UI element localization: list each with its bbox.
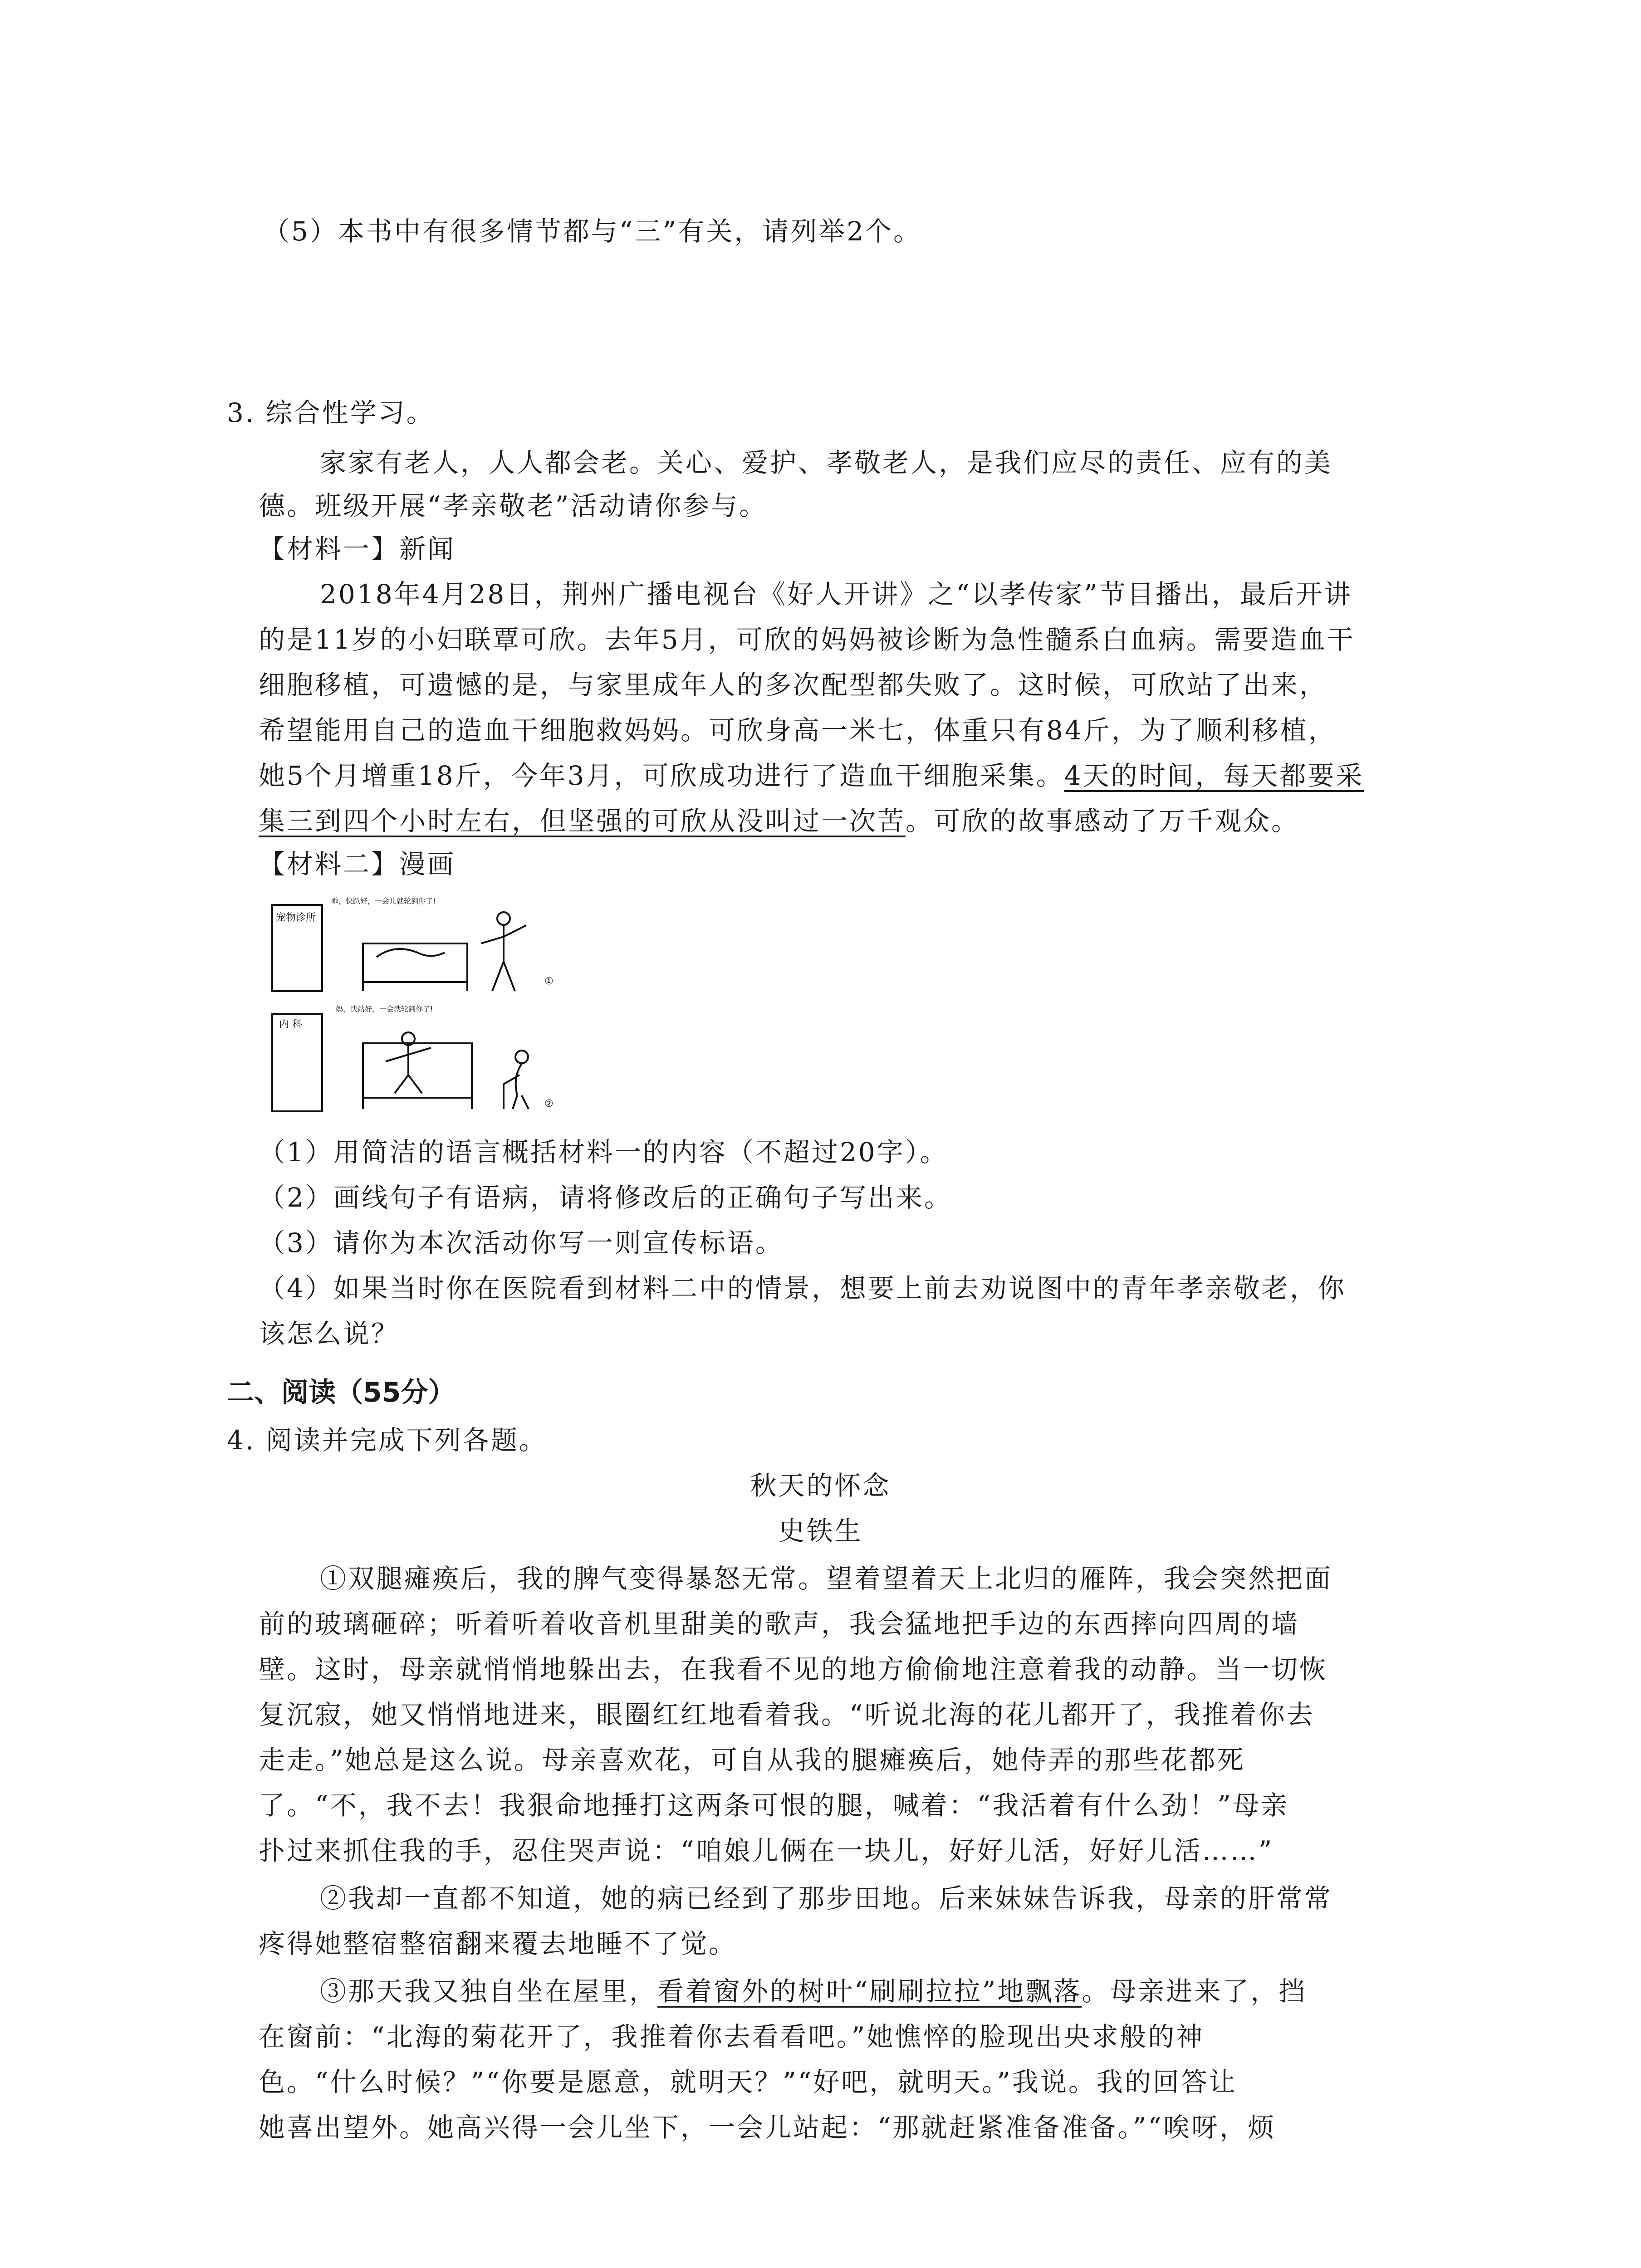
material-one-line-6 xyxy=(259,803,1299,839)
para-3-line-1 xyxy=(320,1973,1307,2009)
section-2-heading: 二、阅读（55分） xyxy=(227,1377,456,1408)
old-woman-head xyxy=(515,1051,528,1063)
q3-sub-4-line-2: 该怎么说？ xyxy=(259,1318,400,1349)
question-2-5: （5）本书中有很多情节都与“三”有关，请列举2个。 xyxy=(263,216,922,247)
question-3-title: 3. 综合性学习。 xyxy=(227,397,435,428)
comic-image xyxy=(268,894,572,1120)
comic-bubble-1: 乖，快趴好，一会儿就轮到你了! xyxy=(331,897,436,905)
comic-number-1: ① xyxy=(544,976,554,987)
q3-intro-line-1: 家家有老人，人人都会老。关心、爱护、孝敬老人，是我们应尽的责任、应有的美 xyxy=(320,447,1333,478)
comic-number-2: ② xyxy=(544,1098,554,1110)
old-woman-figure xyxy=(504,1064,529,1109)
para-1-line-3: 壁。这时，母亲就悄悄地躲出去，在我看不见的地方偷偷地注意着我的动静。当一切恢 xyxy=(259,1654,1328,1685)
comic-sign-1: 宠物诊所 xyxy=(276,912,316,924)
material-one-line-3: 细胞移植，可遗憾的是，与家里成年人的多次配型都失败了。这时候，可欣站了出来， xyxy=(259,670,1328,700)
underlined-sentence-part-1: 4天的时间，每天都要采 xyxy=(1064,760,1364,791)
para-1-line-2: 前的玻璃砸碎；听着听着收音机里甜美的歌声，我会猛地把手边的东西摔向四周的墙 xyxy=(259,1608,1300,1639)
para-3-line-4: 她喜出望外。她高兴得一会儿坐下，一会儿站起：“那就赶紧准备准备。”“唉呀，烦 xyxy=(259,2112,1276,2143)
para-1-line-4: 复沉寂，她又悄悄地进来，眼圈红红地看着我。“听说北海的花儿都开了，我推着你去 xyxy=(259,1699,1315,1730)
para-1-line-6: 了。“不，我不去！我狠命地捶打这两条可恨的腿，喊着：“我活着有什么劲！”母亲 xyxy=(259,1790,1289,1821)
material-one-line-2: 的是11岁的小妇联覃可欣。去年5月，可欣的妈妈被诊断为急性髓系白血病。需要造血干 xyxy=(259,624,1355,655)
para-2-line-1: ②我却一直都不知道，她的病已经到了那步田地。后来妹妹告诉我，母亲的肝常常 xyxy=(320,1883,1333,1914)
material-one-line-5-plain: 她5个月增重18斤，今年3月，可欣成功进行了造血干细胞采集。 xyxy=(259,760,1064,791)
essay-author: 史铁生 xyxy=(778,1515,863,1546)
underlined-sentence-part-2: 集三到四个小时左右，但坚强的可欣从没叫过一次苦 xyxy=(259,806,906,836)
q3-sub-2: （2）画线句子有语病，请将修改后的正确句子写出来。 xyxy=(259,1182,952,1213)
material-one-line-5 xyxy=(259,758,1364,794)
bench-1 xyxy=(363,943,467,982)
q3-sub-4-line-1: （4）如果当时你在医院看到材料二中的情景，想要上前去劝说图中的青年孝亲敬老，你 xyxy=(259,1273,1346,1304)
para-3-line-1-end: 。母亲进来了，挡 xyxy=(1082,1976,1307,2007)
young-man-figure xyxy=(386,1046,431,1093)
man-head-1 xyxy=(497,912,510,925)
q3-sub-3: （3）请你为本次活动你写一则宣传标语。 xyxy=(259,1227,784,1258)
comic-sign-2: 内 科 xyxy=(279,1019,302,1030)
para-1-line-1: ①双腿瘫痪后，我的脾气变得暴怒无常。望着望着天上北归的雁阵，我会突然把面 xyxy=(320,1563,1333,1594)
para-2-line-2: 疼得她整宿整宿翻来覆去地睡不了觉。 xyxy=(259,1928,737,1959)
para-1-line-7: 扑过来抓住我的手，忍住哭声说：“咱娘儿俩在一块儿，好好儿活，好好儿活……” xyxy=(259,1835,1274,1866)
para-1-line-5: 走走。”她总是这么说。母亲喜欢花，可自从我的腿瘫痪后，她侍弄的那些花都死 xyxy=(259,1745,1245,1775)
para-3-line-1-start: ③那天我又独自坐在屋里， xyxy=(320,1976,658,2007)
material-one-line-1: 2018年4月28日，荆州广播电视台《好人开讲》之“以孝传家”节目播出，最后开讲 xyxy=(320,579,1352,610)
material-one-line-4: 希望能用自己的造血干细胞救妈妈。可欣身高一米七，体重只有84斤，为了顺利移植， xyxy=(259,715,1337,746)
essay-title: 秋天的怀念 xyxy=(750,1470,891,1501)
para-3-line-2: 在窗前：“北海的菊花开了，我推着你去看看吧。”她憔悴的脸现出央求般的神 xyxy=(259,2021,1205,2052)
para-3-underlined-phrase: 看着窗外的树叶“刷刷拉拉”地飘落 xyxy=(657,1976,1082,2007)
material-one-label: 【材料一】新闻 xyxy=(259,533,456,564)
comic-bubble-2: 妈，快站好，一会就轮到你了! xyxy=(336,1005,433,1013)
man-figure-1 xyxy=(481,925,526,991)
material-two-label: 【材料二】漫画 xyxy=(259,849,456,880)
q3-intro-line-2: 德。班级开展“孝亲敬老”活动请你参与。 xyxy=(259,490,768,521)
para-3-line-3: 色。“什么时候？”“你要是愿意，就明天？”“好吧，就明天。”我说。我的回答让 xyxy=(259,2067,1237,2097)
dog-on-bench xyxy=(377,949,445,957)
material-one-line-6-plain: 。可欣的故事感动了万千观众。 xyxy=(906,806,1300,836)
q3-sub-1: （1）用简洁的语言概括材料一的内容（不超过20字）。 xyxy=(259,1137,948,1168)
question-4-title: 4. 阅读并完成下列各题。 xyxy=(227,1425,547,1456)
